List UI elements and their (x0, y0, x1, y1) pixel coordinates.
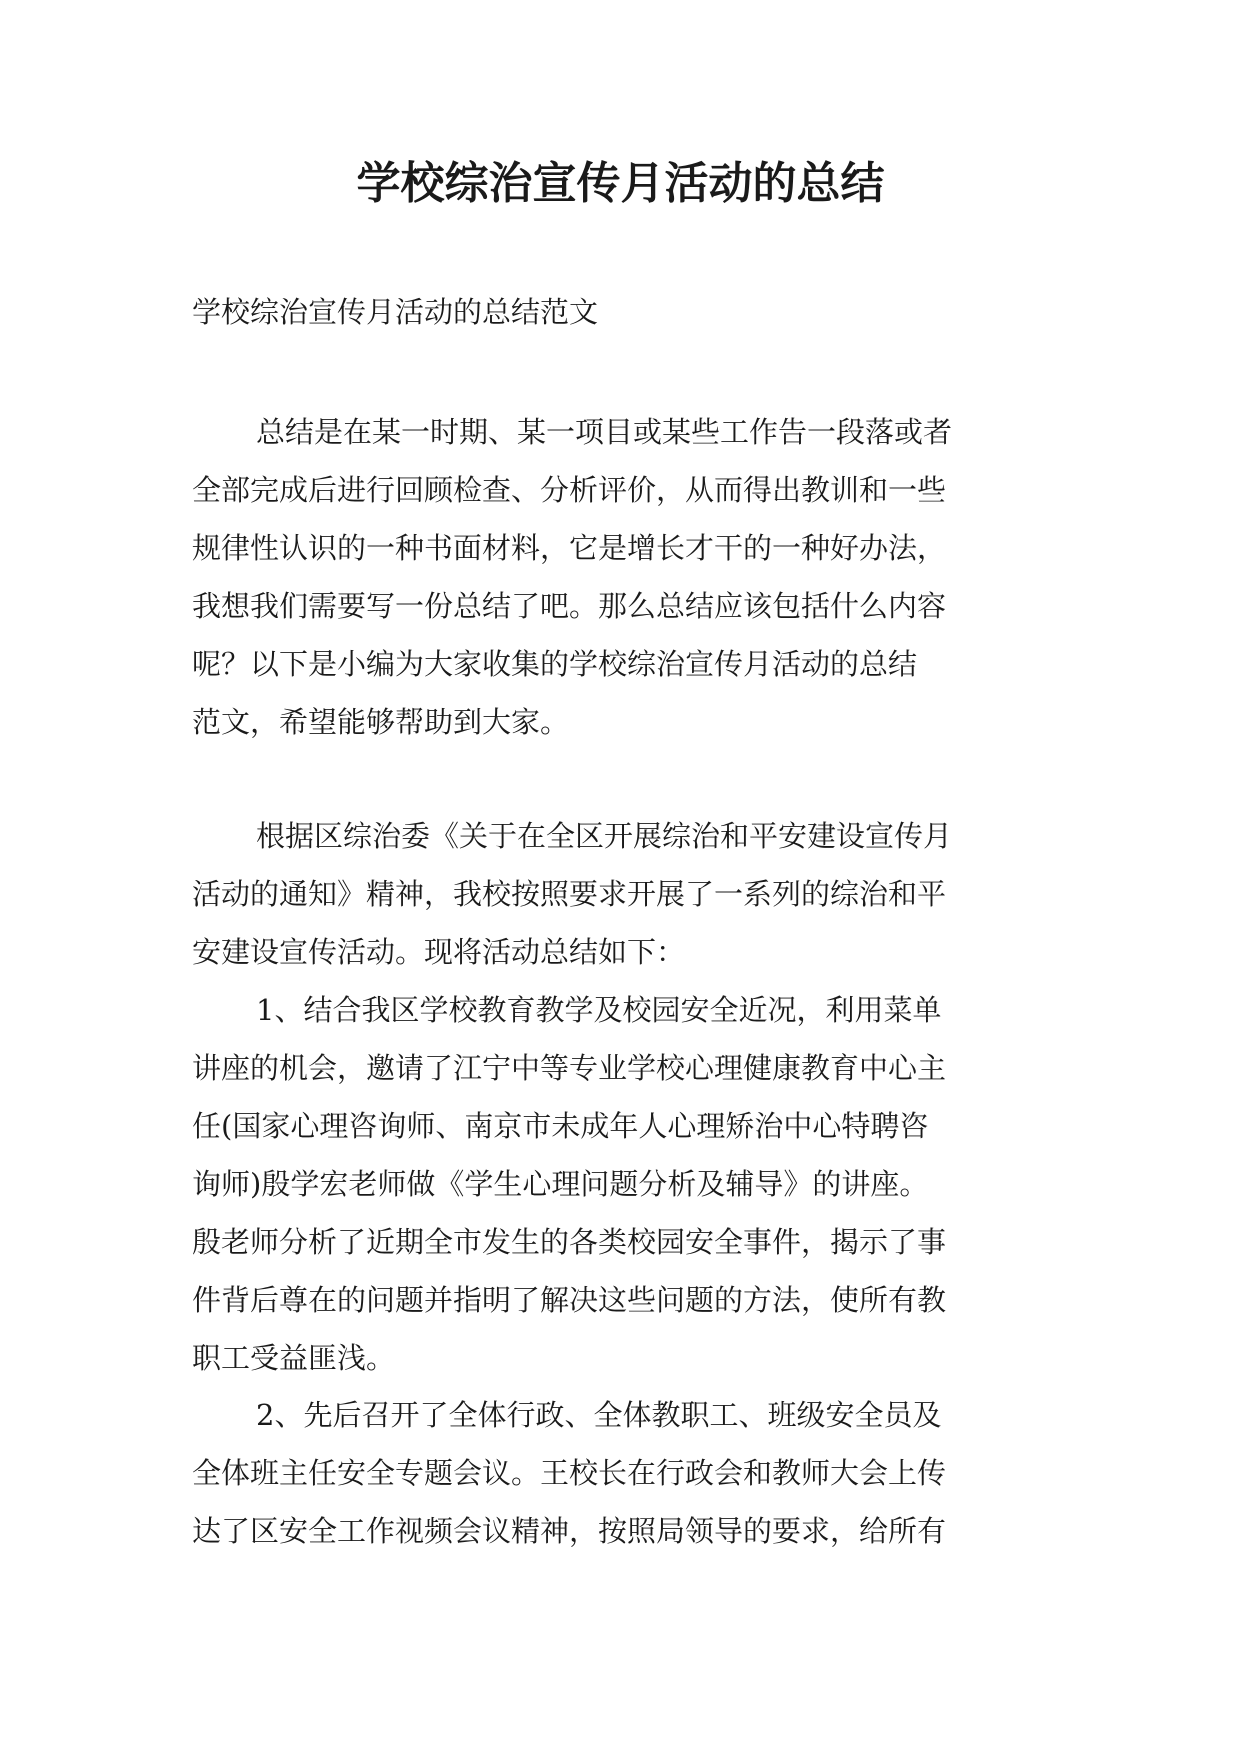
paragraph-line: 活动的通知》精神，我校按照要求开展了一系列的综治和平 (192, 877, 947, 911)
paragraph-line: 根据区综治委《关于在全区开展综治和平安建设宣传月 (256, 819, 953, 853)
paragraph-line: 呢？以下是小编为大家收集的学校综治宣传月活动的总结 (192, 647, 918, 681)
paragraph-line: 2、先后召开了全体行政、全体教职工、班级安全员及 (256, 1398, 942, 1432)
document-title: 学校综治宣传月活动的总结 (356, 158, 885, 209)
paragraph-line: 达了区安全工作视频会议精神，按照局领导的要求，给所有 (192, 1514, 947, 1548)
paragraph-basis (192, 807, 1062, 981)
paragraph-item-2 (192, 1386, 1062, 1560)
paragraph-line: 我想我们需要写一份总结了吧。那么总结应该包括什么内容 (192, 589, 947, 623)
paragraph-line: 范文，希望能够帮助到大家。 (192, 705, 570, 739)
paragraph-line: 全部完成后进行回顾检查、分析评价，从而得出教训和一些 (192, 473, 947, 507)
paragraph-line: 件背后尊在的问题并指明了解决这些问题的方法，使所有教 (192, 1283, 947, 1317)
paragraph-line: 任(国家心理咨询师、南京市未成年人心理矫治中心特聘咨 (192, 1109, 929, 1143)
paragraph-line: 安建设宣传活动。现将活动总结如下： (192, 935, 686, 969)
document-subtitle: 学校综治宣传月活动的总结范文 (192, 295, 599, 329)
paragraph-line: 总结是在某一时期、某一项目或某些工作告一段落或者 (256, 415, 953, 449)
paragraph-line: 殷老师分析了近期全市发生的各类校园安全事件，揭示了事 (192, 1225, 947, 1259)
paragraph-line: 职工受益匪浅。 (192, 1341, 396, 1375)
paragraph-intro (192, 403, 1062, 751)
paragraph-line: 全体班主任安全专题会议。王校长在行政会和教师大会上传 (192, 1456, 947, 1490)
paragraph-line: 讲座的机会，邀请了江宁中等专业学校心理健康教育中心主 (192, 1051, 947, 1085)
paragraph-line: 询师)殷学宏老师做《学生心理问题分析及辅导》的讲座。 (192, 1167, 929, 1201)
paragraph-item-1 (192, 981, 1062, 1387)
paragraph-line: 1、结合我区学校教育教学及校园安全近况，利用菜单 (256, 993, 942, 1027)
paragraph-line: 规律性认识的一种书面材料，它是增长才干的一种好办法， (192, 531, 947, 565)
